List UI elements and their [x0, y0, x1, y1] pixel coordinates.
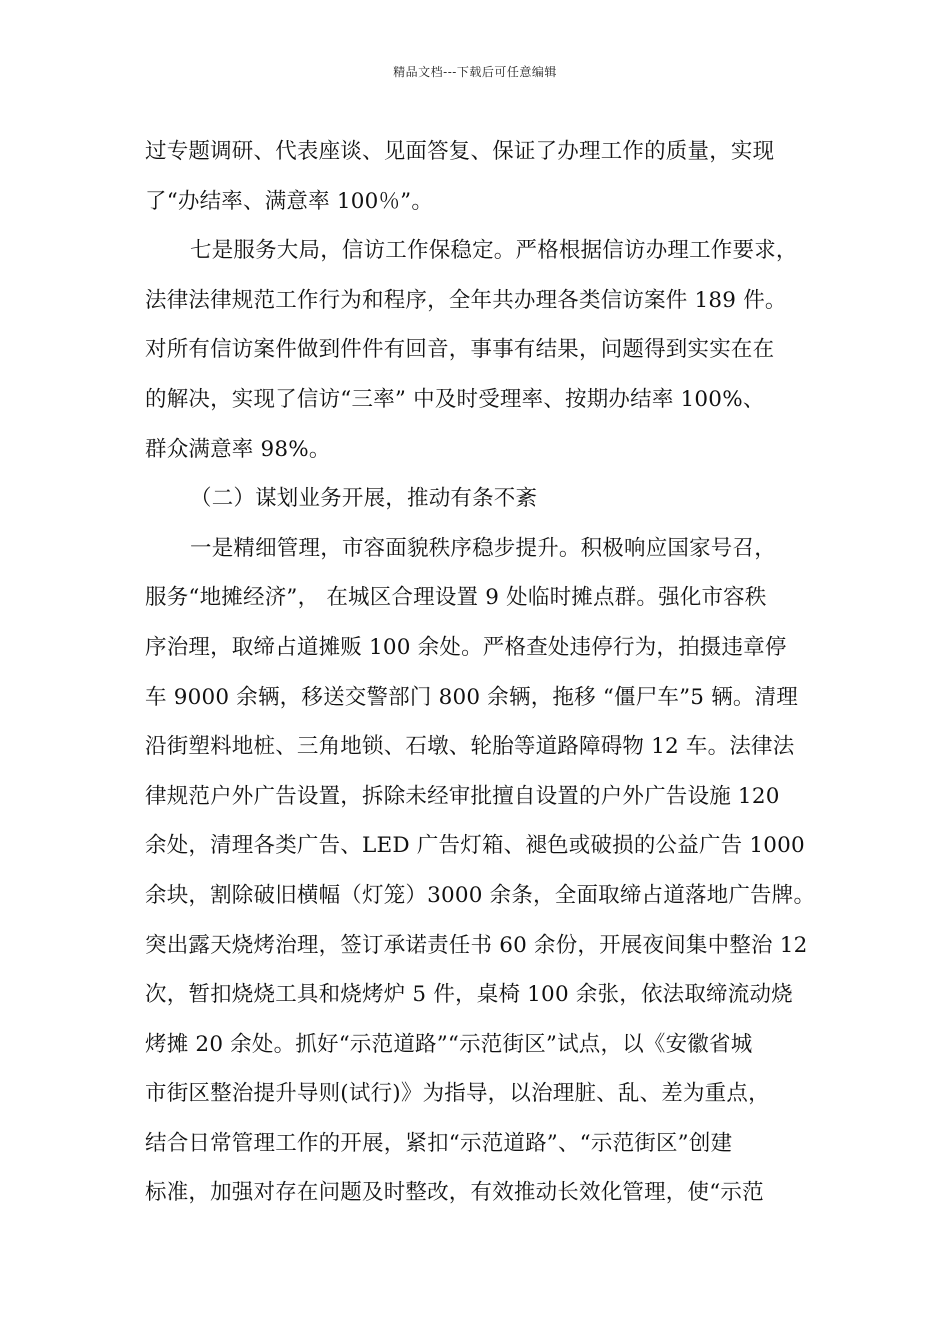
text-line: 过专题调研、代表座谈、见面答复、保证了办理工作的质量，实现 — [145, 139, 775, 164]
text-line: 标准，加强对存在问题及时整改，有效推动长效化管理，使“示范 — [145, 1180, 764, 1206]
text-line: 突出露天烧烤治理，签订承诺责任书 60 余份，开展夜间集中整治 12 — [145, 932, 808, 958]
document-body — [145, 131, 835, 1222]
section-heading: （二）谋划业务开展，推动有条不紊 — [190, 486, 538, 512]
text-line: 法律法律规范工作行为和程序，全年共办理各类信访案件 189 件。 — [145, 287, 787, 313]
text-line: 对所有信访案件做到件件有回音，事事有结果，问题得到实实在在 — [145, 337, 775, 363]
paragraph-start: 一是精细管理，市容面貌秩序稳步提升。积极响应国家号召， — [190, 535, 776, 561]
paragraph-start: 七是服务大局，信访工作保稳定。严格根据信访办理工作要求， — [190, 238, 798, 264]
text-line: 沿街塑料地桩、三角地锁、石墩、轮胎等道路障碍物 12 车。法律法 — [145, 734, 795, 760]
page-header: 精品文档---下载后可任意编辑 — [393, 65, 557, 79]
text-line: 序治理，取缔占道摊贩 100 余处。严格查处违停行为，拍摄违章停 — [145, 634, 787, 660]
text-line: 余处，清理各类广告、LED 广告灯箱、褪色或破损的公益广告 1000 — [145, 833, 805, 859]
text-line: 市街区整治提升导则(试行)》为指导，以治理脏、乱、差为重点， — [145, 1081, 770, 1107]
text-line: 了“办结率、满意率 100％”。 — [145, 188, 434, 214]
text-line: 车 9000 余辆，移送交警部门 800 余辆，拖移 “僵尸车”5 辆。清理 — [145, 684, 799, 710]
text-line: 律规范户外广告设置，拆除未经审批擅自设置的户外广告设施 120 — [145, 783, 780, 809]
text-line: 的解决，实现了信访“三率” 中及时受理率、按期办结率 100%、 — [145, 386, 765, 412]
text-line: 结合日常管理工作的开展，紧扣“示范道路”、“示范街区”创建 — [145, 1130, 733, 1156]
text-line: 群众满意率 98%。 — [145, 436, 331, 462]
text-line: 次，暂扣烧烧工具和烧烤炉 5 件，桌椅 100 余张，依法取缔流动烧 — [145, 982, 793, 1008]
text-line: 余块，割除破旧横幅（灯笼）3000 余条，全面取缔占道落地广告牌。 — [145, 882, 816, 908]
text-line: 服务“地摊经济”， 在城区合理设置 9 处临时摊点群。强化市容秩 — [145, 585, 767, 611]
text-line: 烤摊 20 余处。抓好“示范道路”“示范街区”试点，以《安徽省城 — [145, 1031, 753, 1057]
